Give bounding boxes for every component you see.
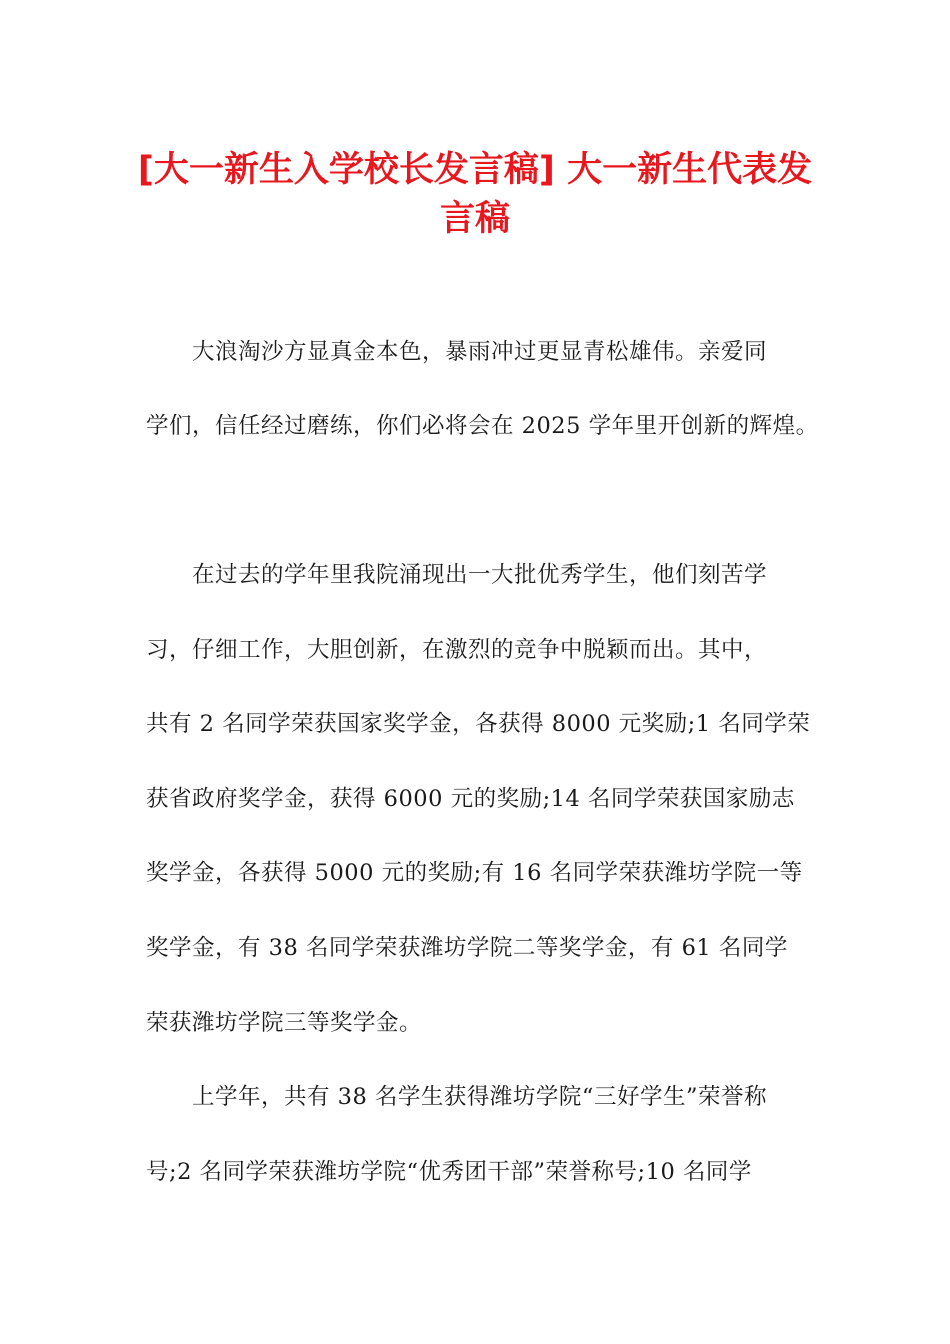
- paragraph-3-line-1: 上学年，共有 38 名学生获得潍坊学院“三好学生”荣誉称: [192, 1084, 767, 1110]
- paragraph-1-line-2: 学们，信任经过磨练，你们必将会在 2025 学年里开创新的辉煌。: [146, 413, 819, 439]
- paragraph-2-line-1: 在过去的学年里我院涌现出一大批优秀学生，他们刻苦学: [192, 562, 768, 588]
- title-line-2: 言稿: [439, 199, 510, 239]
- paragraph-2-line-7: 荣获潍坊学院三等奖学金。: [146, 1010, 423, 1036]
- paragraph-2-line-5: 奖学金，各获得 5000 元的奖励;有 16 名同学荣获潍坊学院一等: [146, 860, 803, 886]
- paragraph-2-line-6: 奖学金，有 38 名同学荣获潍坊学院二等奖学金，有 61 名同学: [146, 935, 788, 961]
- title-line-1: [大一新生入学校长发言稿] 大一新生代表发: [137, 150, 813, 190]
- paragraph-2-line-2: 习，仔细工作，大胆创新，在激烈的竞争中脱颖而出。其中，: [146, 637, 768, 663]
- paragraph-2-line-3: 共有 2 名同学荣获国家奖学金，各获得 8000 元奖励;1 名同学荣: [146, 711, 811, 737]
- paragraph-1-line-1: 大浪淘沙方显真金本色，暴雨冲过更显青松雄伟。亲爱同: [192, 339, 768, 365]
- paragraph-2-line-4: 获省政府奖学金，获得 6000 元的奖励;14 名同学荣获国家励志: [146, 786, 795, 812]
- paragraph-3-line-2: 号;2 名同学荣获潍坊学院“优秀团干部”荣誉称号;10 名同学: [146, 1159, 752, 1185]
